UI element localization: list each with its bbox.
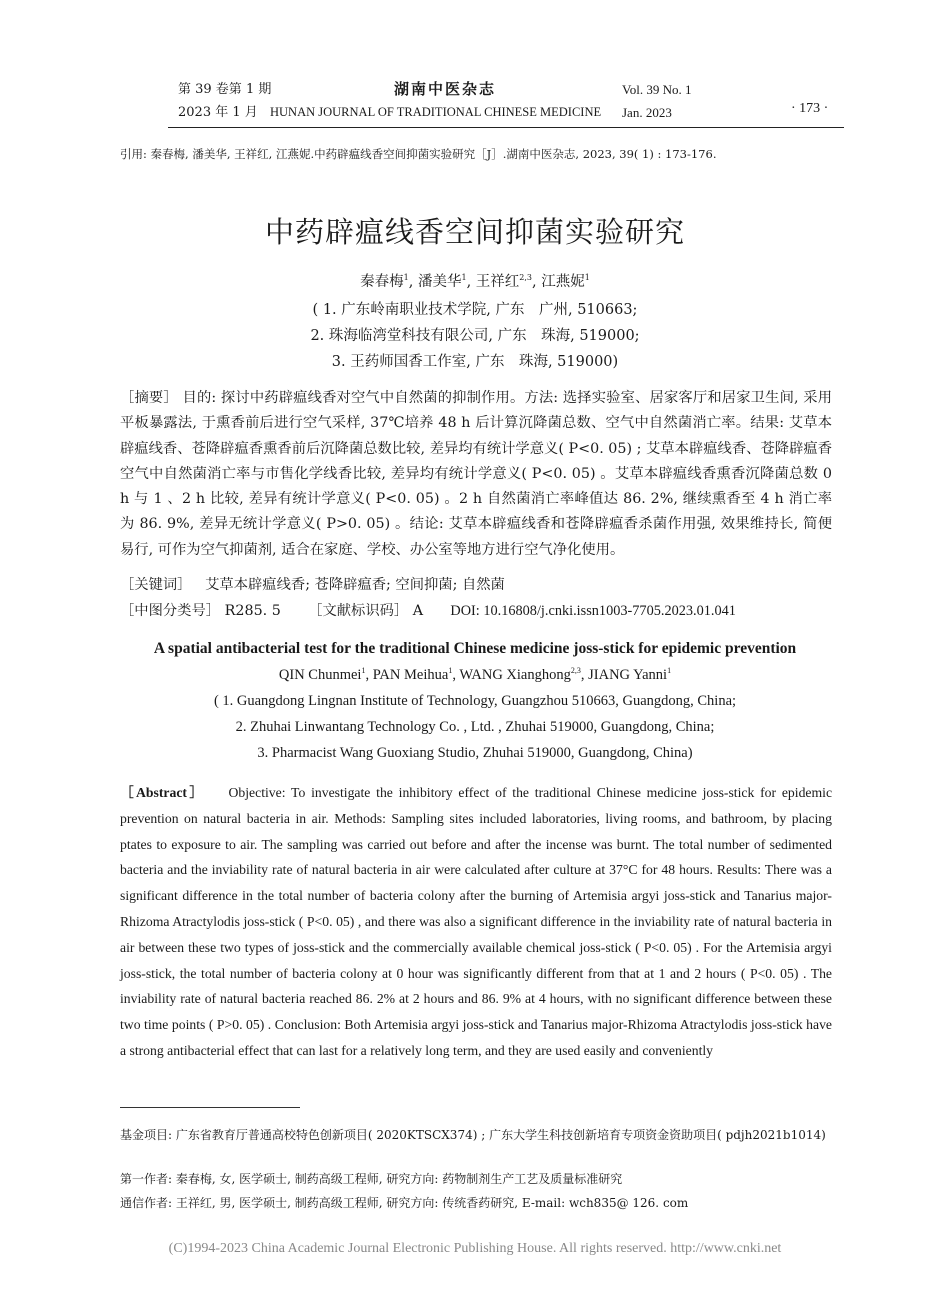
affiliation-cn: 2. 珠海临湾堂科技有限公司, 广东 珠海, 519000;: [310, 328, 640, 344]
author-name: 秦春梅: [360, 274, 404, 290]
affiliation-en: ( 1. Guangdong Lingnan Institute of Technology, Guangzhou 510663, Guangdong, China;: [213, 693, 737, 709]
affiliation-cn: ( 1. 广东岭南职业技术学院, 广东 广州, 510663;: [312, 302, 638, 318]
author-affiliation-mark: 1: [403, 273, 409, 283]
clc-label: ［中图分类号］: [120, 603, 221, 619]
author-name: 王祥红: [475, 274, 520, 290]
footnote-rule: [120, 1107, 300, 1108]
doc-code: A: [412, 603, 424, 619]
author-affiliation-mark: 1: [361, 666, 366, 675]
author-name-en: WANG Xianghong: [459, 666, 571, 683]
author-name-en: JIANG Yanni: [588, 666, 668, 683]
page-number: · 173 ·: [791, 101, 829, 116]
affiliation-en: 2. Zhuhai Linwantang Technology Co. , Ltd. , Zhuhai 519000, Guangdong, China;: [235, 719, 715, 735]
footnote-fund: 基金项目: 广东省教育厅普通高校特色创新项目( 2020KTSCX374) ; 广东大学生科技创新培育专项资金资助项目( pdjh2021b1014): [120, 1128, 826, 1142]
volume-issue-cn: 第 39 卷第 1 期: [178, 82, 272, 97]
citation: 引用: 秦春梅, 潘美华, 王祥红, 江燕妮.中药辟瘟线香空间抑菌实验研究［J］.湖南中医杂志, 2023, 39( 1) : 173-176.: [120, 147, 717, 161]
article-title-en: A spatial antibacterial test for the traditional Chinese medicine joss-stick for epidemic prevention: [153, 640, 797, 657]
footnote-first-author: 第一作者: 秦春梅, 女, 医学硕士, 制药高级工程师, 研究方向: 药物制剂生产工艺及质量标准研究: [120, 1172, 623, 1186]
abstract-en-label: ［Abstract］: [120, 785, 206, 800]
author-affiliation-mark: 1: [667, 666, 672, 675]
abstract-en: [120, 780, 832, 1064]
author-name: 江燕妮: [541, 274, 585, 290]
journal-logo: 湖南中医杂志: [394, 80, 497, 98]
keywords: 艾草本辟瘟线香; 苍降辟瘟香; 空间抑菌; 自然菌: [205, 577, 505, 593]
author-name-en: QIN Chunmei: [278, 666, 362, 683]
keywords-line: [120, 574, 505, 594]
author-affiliation-mark: 1: [461, 273, 467, 283]
doc-code-label: ［文献标识码］: [308, 603, 409, 619]
journal-name-en: HUNAN JOURNAL OF TRADITIONAL CHINESE MEDICINE: [270, 105, 602, 119]
footnote-corresponding: 通信作者: 王祥红, 男, 医学硕士, 制药高级工程师, 研究方向: 传统香药研究, E-mail: wch835@ 126. com: [120, 1196, 689, 1210]
volume-issue-en: Vol. 39 No. 1: [622, 82, 692, 97]
author-affiliation-mark: 1: [584, 273, 590, 283]
copyright-watermark: (C)1994-2023 China Academic Journal Electronic Publishing House. All rights reserved. http://www.cnki.net: [168, 1241, 782, 1256]
date-cn: 2023 年 1 月: [178, 105, 258, 120]
classification-line: [120, 600, 736, 620]
affiliation-cn: 3. 王药师国香工作室, 广东 珠海, 519000): [331, 354, 619, 370]
author-affiliation-mark: 2,3: [570, 666, 581, 675]
article-title-cn: 中药辟瘟线香空间抑菌实验研究: [264, 215, 685, 249]
header-rule: [168, 127, 844, 128]
issue-info-en: [622, 78, 722, 124]
authors-cn: 秦春梅$^1$, 潘美华$^1$, 王祥红$^{2,3}$, 江燕妮$^1$: [360, 273, 590, 290]
date-en: Jan. 2023: [622, 105, 672, 120]
authors-en: QIN Chunmei$^1$, PAN Meihua$^1$, WANG Xianghong$^{2,3}$, JIANG Yanni$^1$: [278, 666, 672, 683]
author-name: 潘美华: [417, 274, 462, 290]
keywords-label: ［关键词］: [120, 577, 192, 593]
abstract-cn: [120, 386, 832, 563]
doi: DOI: 10.16808/j.cnki.issn1003-7705.2023.01.041: [450, 603, 736, 619]
abstract-en-text: Objective: To investigate the inhibitory effect of the traditional Chinese medicine joss-stick for epidemic prevention on natural bacteria in air. Methods: Sampling sites included laboratories, living rooms, and bathroom, by placing ptates to exposure to air. The sampling was carried out before and after the incense was burnt. The total number of sedimented bacteria and the inviability rate of natural bacteria in air were calculated after culture at 37°C for 48 hours. Results: There was a significant difference in the total number of bacteria colony after the burning of Artemisia argyi joss-stick and Tanarius major-Rhizoma Atractylodis joss-stick ( P<0. 05) , and there was also a significant difference in the inviability rate of natural bacteria in air between these two types of joss-stick and the commercially available chemical joss-stick ( P<0. 05) . For the Artemisia argyi joss-stick, the total number of bacteria colony at 0 hour was significantly different from that at 1 and 2 hours ( P<0. 05) . The inviability rate of natural bacteria reached 86. 2% at 2 hours and 86. 9% at 4 hours, with no significant difference between these two time points ( P>0. 05) . Conclusion: Both Artemisia argyi joss-stick and Tanarius major-Rhizoma Atractylodis joss-stick have a strong antibacterial effect that can last for a relatively long term, and they are used easily and conveniently: [120, 785, 833, 1058]
author-name-en: PAN Meihua: [372, 666, 449, 683]
abstract-cn-label: ［摘要］: [120, 390, 178, 406]
affiliation-en: 3. Pharmacist Wang Guoxiang Studio, Zhuhai 519000, Guangdong, China): [257, 745, 693, 761]
clc-code: R285. 5: [224, 603, 281, 619]
journal-header: [270, 78, 640, 119]
author-affiliation-mark: 2,3: [519, 273, 533, 283]
abstract-cn-text: 目的: 探讨中药辟瘟线香对空气中自然菌的抑制作用。方法: 选择实验室、居家客厅和居家卫生间, 采用平板暴露法, 于熏香前后进行空气采样, 37℃培养 48 h 后计算沉降菌总数、空气中自然菌消亡率。结果: 艾草本辟瘟线香、苍降辟瘟香熏香前后沉降菌总数比较, 差异均有统计学意义( P<0. 05) ; 艾草本辟瘟线香、苍降辟瘟香空气中自然菌消亡率与市售化学线香比较, 差异均有统计学意义( P<0. 05) 。艾草本辟瘟线香熏香沉降菌总数 0 h 与 1 、2 h 比较, 差异有统计学意义( P<0. 05) 。2 h 自然菌消亡率峰值达 86. 2%, 继续熏香至 4 h 消亡率为 86. 9%, 差异无统计学意义( P>0. 05) 。结论: 艾草本辟瘟线香和苍降辟瘟香杀菌作用强, 效果维持长, 简便易行, 可作为空气抑菌剂, 适合在家庭、学校、办公室等地方进行空气净化使用。: [120, 390, 833, 558]
author-affiliation-mark: 1: [448, 666, 453, 675]
